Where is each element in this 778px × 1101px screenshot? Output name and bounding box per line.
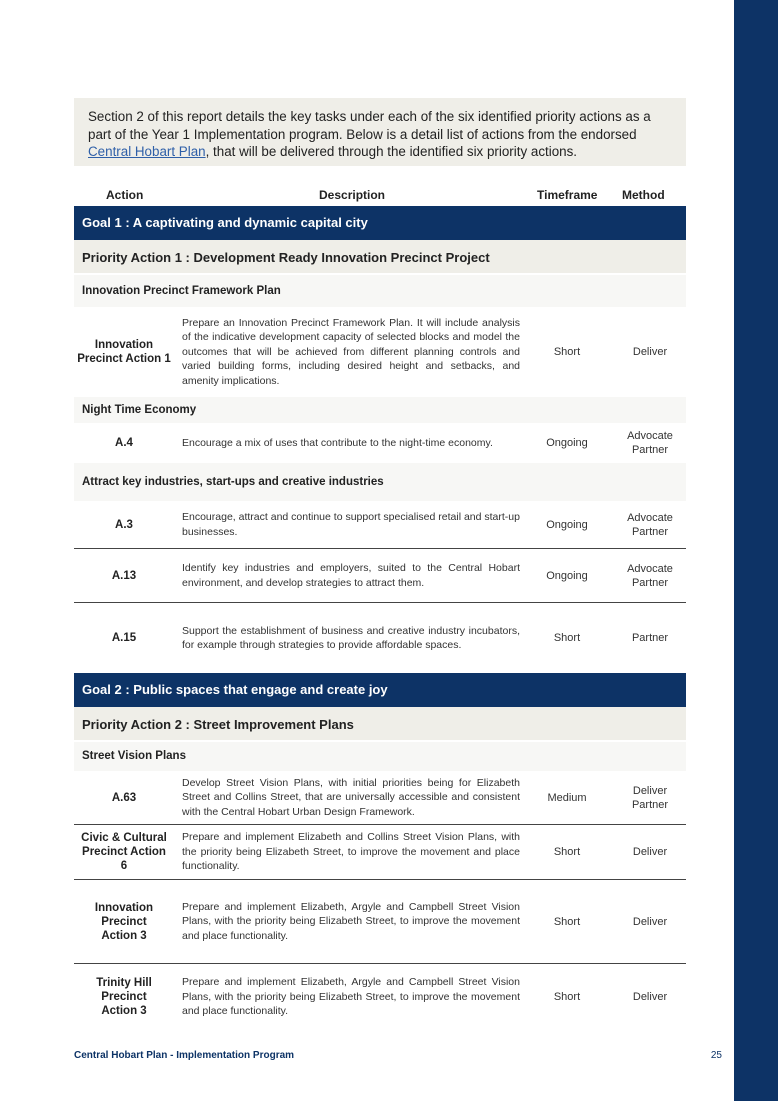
table-row — [74, 423, 686, 463]
row-method: Advocate Partner — [627, 511, 673, 538]
row-action: A.13 — [111, 569, 137, 582]
row-action: A.4 — [115, 437, 133, 449]
row-method: Deliver — [632, 846, 668, 858]
row-action: A.15 — [111, 632, 137, 644]
row-timeframe: Short — [553, 915, 581, 928]
table-row — [74, 771, 686, 825]
table-row — [74, 501, 686, 549]
row-method: Advocate Partner — [627, 430, 673, 456]
priority-action-2: Priority Action 2 : Street Improvement Plans — [74, 707, 686, 742]
row-method: Deliver Partner — [631, 784, 669, 811]
header-action: Action — [106, 188, 144, 202]
row-method: Deliver — [632, 991, 668, 1003]
row-method: Deliver — [632, 915, 668, 928]
section-night-time-economy: Night Time Economy — [74, 397, 686, 423]
goal-1-heading: Goal 1 : A captivating and dynamic capital city — [74, 206, 686, 240]
intro-text-after: , that will be delivered through the identified six priority actions. — [205, 144, 578, 159]
row-description: Prepare an Innovation Precinct Framework Plan. It will include analysis of the indicative development capacity of selected blocks and model the outcomes that will be achieved from different planning controls and varied building forms, including desired height and setbacks, and amenity implications. — [182, 316, 520, 387]
intro-text-before: Section 2 of this report details the key tasks under each of the six identified priority actions as a part of the Year 1 Implementation program. Below is a detail list of actions from the endorsed — [88, 109, 651, 142]
row-description: Develop Street Vision Plans, with initial priorities being for Elizabeth Street and Collins Street, that are universally accessible and consistent with the Central Hobart Urban Design Framework. — [182, 776, 520, 818]
central-hobart-plan-link[interactable]: Central Hobart Plan — [88, 144, 206, 159]
intro-panel — [74, 98, 686, 166]
header-description: Description — [319, 188, 386, 202]
row-timeframe: Short — [553, 632, 581, 644]
row-timeframe: Short — [553, 346, 581, 358]
side-band — [734, 0, 778, 1101]
row-timeframe: Short — [553, 991, 581, 1003]
row-description: Encourage a mix of uses that contribute to the night-time economy. — [182, 436, 493, 449]
footer-title: Central Hobart Plan - Implementation Program — [74, 1050, 295, 1061]
table-row — [74, 307, 686, 397]
table-row — [74, 549, 686, 603]
section-attract-key-industries: Attract key industries, start-ups and creative industries — [74, 463, 686, 501]
section-innovation-precinct-framework: Innovation Precinct Framework Plan — [74, 275, 686, 307]
row-description: Prepare and implement Elizabeth, Argyle and Campbell Street Vision Plans, with the priority being Elizabeth Street, to improve the movement and place functionality. — [182, 976, 520, 1018]
row-description: Support the establishment of business and creative industry incubators, for example through strategies to provide affordable spaces. — [182, 624, 520, 651]
goal-2-heading: Goal 2 : Public spaces that engage and create joy — [74, 673, 686, 707]
row-action: A.3 — [115, 518, 133, 531]
row-timeframe: Medium — [547, 791, 587, 804]
row-action: Trinity Hill Precinct Action 3 — [96, 977, 152, 1017]
table-header — [74, 182, 686, 206]
row-action: A.63 — [111, 791, 137, 804]
priority-action-1: Priority Action 1 : Development Ready Innovation Precinct Project — [74, 240, 686, 275]
header-timeframe: Timeframe — [537, 188, 598, 202]
row-description: Prepare and implement Elizabeth and Collins Street Vision Plans, with the priority being Elizabeth Street, to improve the movement and place functionality. — [182, 831, 520, 873]
section-street-vision-plans: Street Vision Plans — [74, 742, 686, 771]
header-method: Method — [622, 188, 665, 202]
row-method: Advocate Partner — [627, 562, 673, 589]
row-timeframe: Ongoing — [546, 569, 588, 582]
row-timeframe: Ongoing — [546, 437, 588, 449]
row-timeframe: Ongoing — [546, 518, 588, 531]
row-action: Innovation Precinct Action 1 — [77, 339, 171, 365]
table-row — [74, 603, 686, 673]
actions-table — [74, 182, 686, 1030]
page-number: 25 — [710, 1050, 722, 1061]
table-row — [74, 880, 686, 964]
row-timeframe: Short — [553, 846, 581, 858]
row-method: Partner — [631, 632, 669, 644]
table-row — [74, 964, 686, 1030]
row-description: Encourage, attract and continue to support specialised retail and start-up businesses. — [182, 511, 520, 538]
row-description: Prepare and implement Elizabeth, Argyle and Campbell Street Vision Plans, with the priority being Elizabeth Street, to improve the movement and place functionality. — [182, 900, 520, 942]
table-row — [74, 825, 686, 880]
row-description: Identify key industries and employers, suited to the Central Hobart environment, and develop strategies to attract them. — [182, 562, 520, 589]
row-method: Deliver — [632, 346, 668, 358]
row-action: Innovation Precinct Action 3 — [94, 901, 154, 942]
row-action: Civic & Cultural Precinct Action 6 — [81, 832, 167, 872]
